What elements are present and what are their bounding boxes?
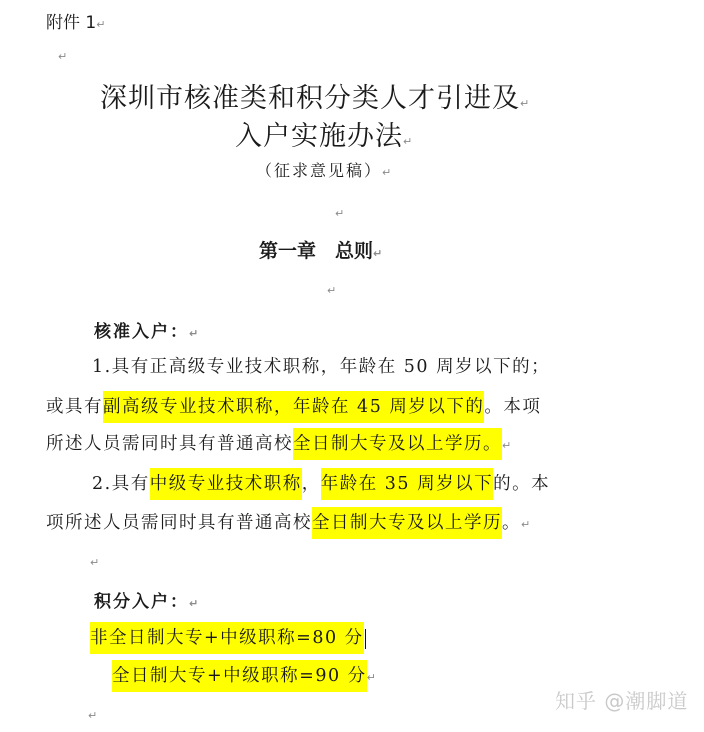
attachment-label: 附件 1↵: [46, 13, 106, 33]
highlight-text: 全日制大专及以上学历。: [293, 428, 502, 460]
points-line-2: [112, 662, 377, 687]
highlight-text: 副高级专业技术职称，年龄在 45 周岁以下的: [103, 391, 484, 423]
highlight-text: 非全日制大专+中级职称=80 分: [90, 622, 364, 654]
document-title-line-2: 入户实施办法↵: [235, 121, 414, 152]
paragraph-mark: ↵: [88, 709, 98, 722]
text-cursor: [365, 629, 367, 649]
watermark: 知乎 @潮脚道: [555, 689, 689, 713]
paragraph-mark: ↵: [521, 518, 532, 531]
item2-line1: 2.具有中级专业技术职称，年龄在 35 周岁以下的。本: [92, 470, 550, 495]
paragraph-mark: ↵: [327, 284, 337, 297]
paragraph-mark: ↵: [96, 18, 106, 31]
paragraph-mark: ↵: [58, 50, 68, 63]
section-heading-core-approval: 核准入户：↵: [94, 322, 201, 342]
paragraph-mark: ↵: [366, 671, 378, 684]
paragraph-mark: ↵: [382, 166, 394, 179]
paragraph-mark: ↵: [90, 556, 100, 569]
item1-line1: 1.具有正高级专业技术职称，年龄在 50 周岁以下的；: [92, 357, 551, 377]
item1-line2: 或具有副高级专业技术职称，年龄在 45 周岁以下的。本项: [46, 393, 541, 418]
highlight-text: 年龄在 35 周岁以下: [321, 468, 493, 500]
paragraph-mark: ↵: [520, 97, 531, 110]
paragraph-mark: ↵: [502, 439, 513, 452]
document-title-line-1: 深圳市核准类和积分类人才引进及↵: [100, 83, 531, 114]
chapter-heading: 第一章 总则↵: [259, 240, 383, 262]
section-heading-points: 积分入户：↵: [94, 592, 201, 612]
paragraph-mark: ↵: [335, 207, 345, 220]
item2-line2: 项所述人员需同时具有普通高校全日制大专及以上学历。↵: [46, 509, 532, 534]
paragraph-mark: ↵: [373, 247, 383, 260]
highlight-text: 中级专业技术职称: [150, 468, 302, 500]
paragraph-mark: ↵: [189, 327, 201, 340]
paragraph-mark: ↵: [403, 135, 414, 148]
paragraph-mark: ↵: [189, 597, 201, 610]
item1-line3: 所述人员需同时具有普通高校全日制大专及以上学历。↵: [46, 430, 513, 455]
highlight-text: 全日制大专及以上学历: [312, 507, 502, 539]
highlight-text: 全日制大专+中级职称=90 分: [112, 660, 367, 692]
points-line-1: [90, 624, 366, 649]
document-subtitle: （征求意见稿）↵: [256, 161, 394, 180]
